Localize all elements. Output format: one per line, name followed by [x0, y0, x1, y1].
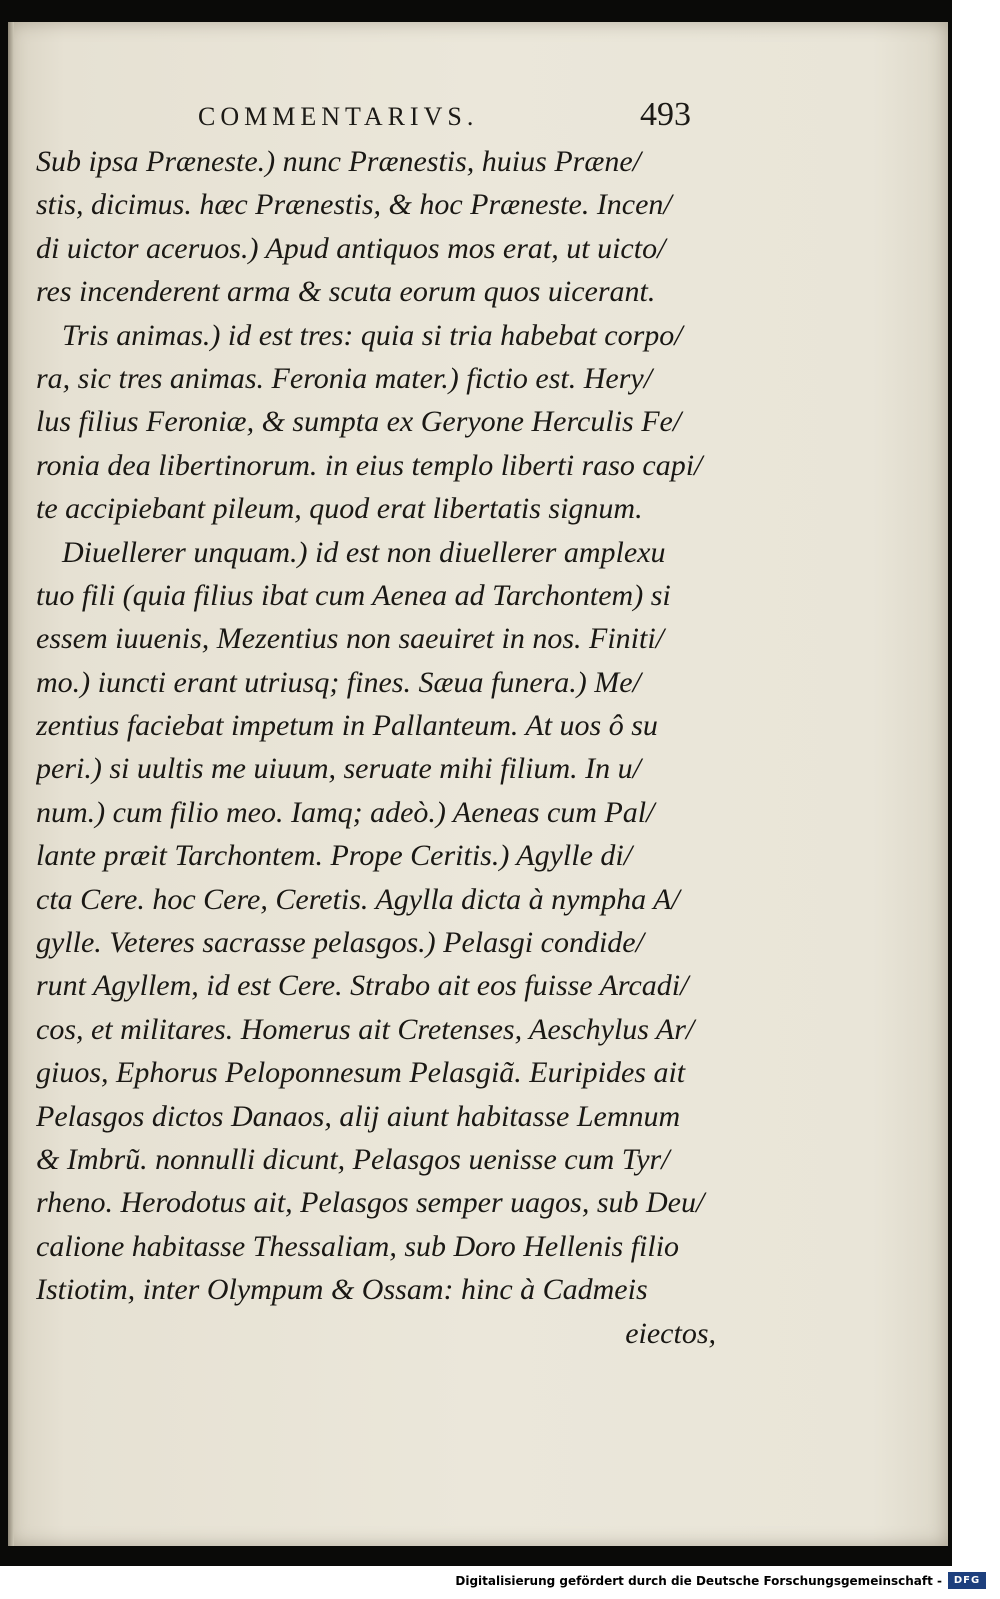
- page-gutter-edge: [8, 22, 14, 1546]
- text-line: cos, et militares. Homerus ait Cretenses, Aeschylus Ar/: [36, 1012, 695, 1046]
- text-line: giuos, Ephorus Peloponnesum Pelasgiã. Euripides ait: [36, 1056, 686, 1090]
- dfg-logo-text: DFG: [953, 1575, 981, 1586]
- commentary-text: [36, 140, 736, 1355]
- text-line: cta Cere. hoc Cere, Ceretis. Agylla dicta à nympha A/: [36, 882, 680, 916]
- running-head: COMMENTARIVS.: [198, 102, 479, 131]
- text-line: essem iuuenis, Mezentius non saeuiret in nos. Finiti/: [36, 622, 664, 656]
- text-line: runt Agyllem, id est Cere. Strabo ait eos fuisse Arcadi/: [36, 969, 689, 1003]
- text-line: zentius faciebat impetum in Pallanteum. At uos ô su: [36, 709, 658, 743]
- text-line: calione habitasse Thessaliam, sub Doro Hellenis filio: [36, 1229, 680, 1263]
- text-line: mo.) iuncti erant utriusq; fines. Sæua funera.) Me/: [36, 665, 641, 699]
- text-line: Tris animas.) id est tres: quia si tria habebat corpo/: [62, 318, 683, 352]
- text-line: Pelasgos dictos Danaos, alij aiunt habitasse Lemnum: [36, 1099, 681, 1133]
- text-line: te accipiebant pileum, quod erat libertatis signum.: [36, 492, 643, 526]
- text-line: gylle. Veteres sacrasse pelasgos.) Pelasgi condide/: [36, 926, 644, 960]
- dfg-logo-icon: [948, 1572, 986, 1589]
- funding-credit: Digitalisierung gefördert durch die Deutsche Forschungsgemeinschaft -: [455, 1574, 942, 1588]
- text-line: Diuellerer unquam.) id est non diuellerer amplexu: [62, 535, 666, 569]
- text-line: lante præit Tarchontem. Prope Ceritis.) Agylle di/: [36, 839, 633, 873]
- text-line: stis, dicimus. hæc Prænestis, & hoc Præneste. Incen/: [36, 188, 672, 222]
- page-number: 493: [640, 96, 691, 133]
- text-line: num.) cum filio meo. Iamq; adeò.) Aeneas cum Pal/: [36, 795, 655, 829]
- text-line: di uictor aceruos.) Apud antiquos mos erat, ut uicto/: [36, 231, 666, 265]
- text-line: ra, sic tres animas. Feronia mater.) fictio est. Hery/: [36, 361, 653, 395]
- digitization-footer: [0, 1566, 1000, 1599]
- text-line: lus filius Feroniæ, & sumpta ex Geryone Herculis Fe/: [36, 405, 682, 439]
- text-line: Sub ipsa Præneste.) nunc Prænestis, huius Præne/: [36, 145, 641, 178]
- text-line: Istiotim, inter Olympum & Ossam: hinc à Cadmeis: [36, 1273, 648, 1307]
- text-line: rheno. Herodotus ait, Pelasgos semper uagos, sub Deu/: [36, 1186, 705, 1220]
- text-line: tuo fili (quia filius ibat cum Aenea ad Tarchontem) si: [36, 578, 671, 612]
- text-line: peri.) si uultis me uiuum, seruate mihi filium. In u/: [36, 752, 641, 786]
- text-line: & Imbrũ. nonnulli dicunt, Pelasgos uenisse cum Tyr/: [36, 1142, 670, 1176]
- text-line: res incenderent arma & scuta eorum quos uicerant.: [36, 275, 656, 309]
- catchword: eiectos,: [625, 1316, 716, 1350]
- text-line: ronia dea libertinorum. in eius templo liberti raso capi/: [36, 448, 703, 482]
